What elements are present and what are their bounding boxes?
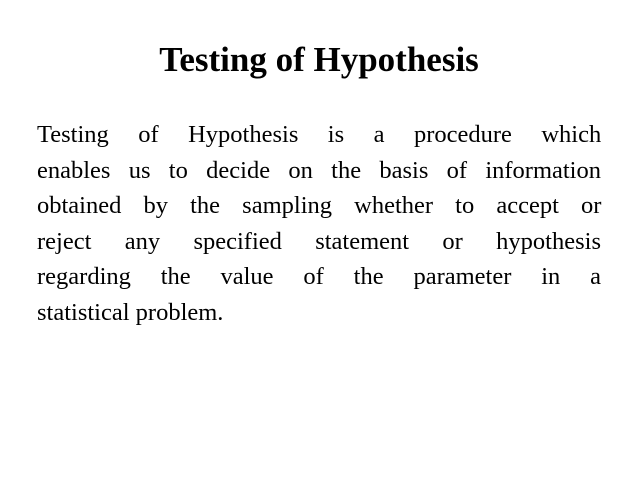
body-line: enables us to decide on the basis of information — [37, 156, 601, 184]
body-line: regarding the value of the parameter in a — [37, 263, 601, 290]
body-line: obtained by the sampling whether to accept or — [37, 192, 602, 219]
body-line: Testing of Hypothesis is a procedure which — [37, 121, 602, 148]
slide-title: Testing of Hypothesis — [159, 40, 479, 79]
body-line: statistical problem. — [37, 298, 224, 326]
slide-body-paragraph — [37, 117, 601, 330]
body-line: reject any specified statement or hypothesis — [37, 227, 601, 255]
